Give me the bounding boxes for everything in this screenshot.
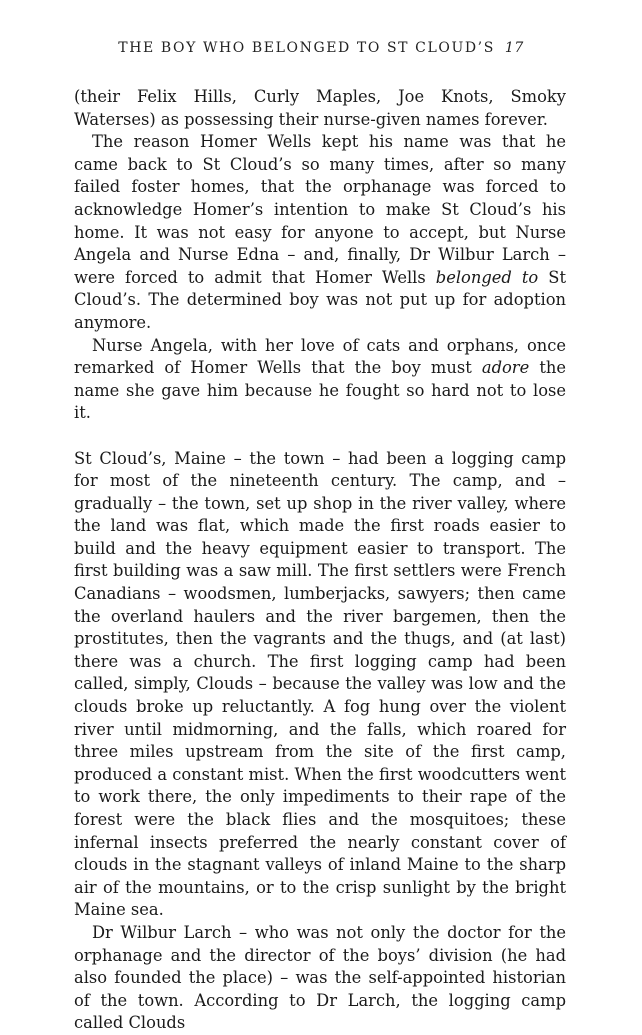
paragraph-text: the name she gave him because he fought so hard not to lose it.: [74, 358, 566, 423]
paragraph-continuation: [74, 86, 566, 131]
paragraph-text: The reason Homer Wells kept his name was that he came back to St Cloud’s so many times, after so many failed foster homes, that the orphanage was forced to acknowledge Homer’s intention to make St Cloud’s his home. It was not easy for anyone to accept, but Nurse Angela and Nurse Edna – and, finally, Dr Wilbur Larch – were forced to admit that Homer Wells: [74, 132, 566, 287]
paragraph-dr-larch: [74, 922, 566, 1035]
emphasis-text: adore: [481, 358, 530, 378]
paragraph-text: Dr Wilbur Larch – who was not only the doctor for the orphanage and the director of the boys’ division (he had also founded the place) – was the self-appointed historian of the town. According to Dr Larch, the logging camp called Clouds: [74, 922, 566, 1033]
paragraph-text: St Cloud’s, Maine – the town – had been a logging camp for most of the nineteenth century. The camp, and – gradually – the town, set up shop in the river valley, where the land was flat, which made the first roads easier to build and the heavy equipment easier to transport. The first building was a saw mill. The first settlers were French Canadians – woodsmen, lumberjacks, sawyers; then came the overland haulers and the river bargemen, then the prostitutes, then the vagrants and the thugs, and (at last) there was a church. The first logging camp had been called, simply, Clouds – because the valley was low and the clouds broke up reluctantly. A fog hung over the violent river until midmorning, and the falls, which roared for three miles upstream from the site of the first camp, produced a constant mist. When the first woodcutters went to work there, the only impediments to their rape of the forest were the black flies and the mosquitoes; these infernal insects preferred the nearly constant cover of clouds in the stagnant valleys of inland Maine to the sharp air of the mountains, or to the crisp sunlight by the bright Maine sea.: [74, 448, 566, 920]
body-text: [74, 86, 566, 1035]
paragraph-text: St Cloud’s. The determined boy was not put up for adoption anymore.: [74, 267, 566, 332]
running-title: THE BOY WHO BELONGED TO ST CLOUD’S: [118, 40, 495, 56]
page-number: 17: [504, 40, 524, 56]
paragraph-nurse-angela: [74, 335, 566, 425]
paragraph-text: Nurse Angela, with her love of cats and orphans, once remarked of Homer Wells that the boy must: [74, 335, 566, 378]
emphasis-text: belonged to: [435, 267, 539, 287]
running-header: [74, 40, 568, 56]
paragraph-town-history: [74, 448, 566, 922]
paragraph-homer-name: [74, 131, 566, 334]
paragraph-text: (their Felix Hills, Curly Maples, Joe Knots, Smoky Waterses) as possessing their nurse-given names forever.: [74, 87, 566, 129]
